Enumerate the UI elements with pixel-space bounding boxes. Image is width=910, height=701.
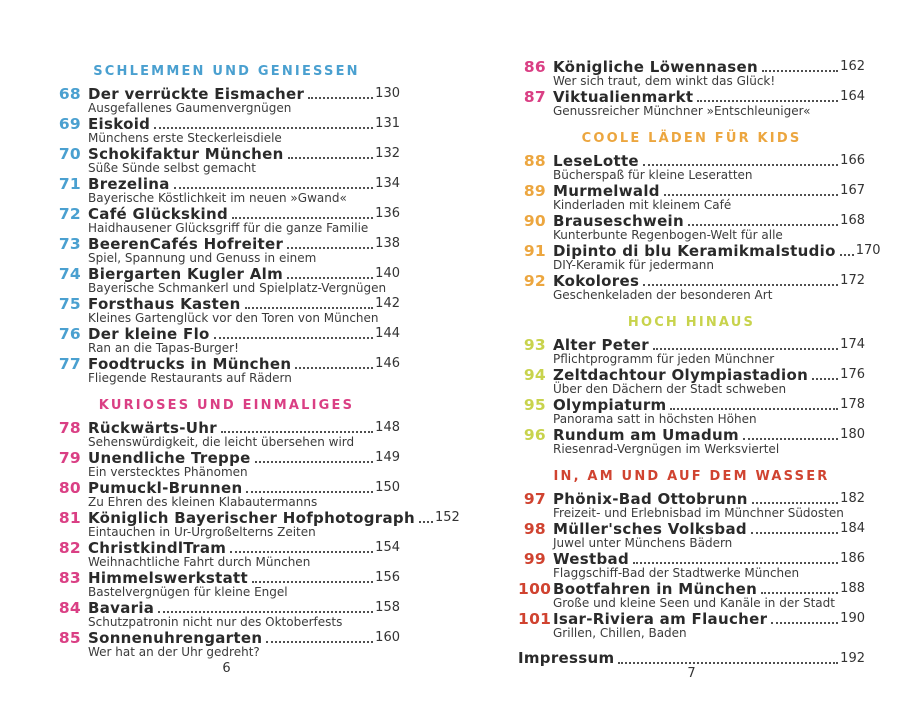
entry-subtitle: Eintauchen in Ur-Urgroßelterns Zeiten (88, 525, 316, 539)
toc-section (518, 316, 865, 456)
dot-leader (287, 277, 373, 279)
dot-leader (288, 157, 374, 159)
toc-entry-head (518, 610, 865, 627)
entry-page-number: 142 (375, 296, 400, 311)
toc-entry-head (518, 426, 865, 443)
page-number-left: 6 (222, 661, 231, 676)
toc-entry-head (53, 509, 460, 527)
entry-subtitle: Genussreicher Münchner »Entschleuniger« (553, 104, 811, 118)
entry-title: Isar-Riviera am Flaucher (553, 610, 768, 628)
entry-number: 72 (58, 205, 81, 223)
entry-title: Foodtrucks in München (88, 355, 292, 373)
entry-subtitle: Juwel unter Münchens Bädern (553, 536, 733, 550)
toc-entry-head (53, 85, 400, 102)
entry-subtitle: Ausgefallenes Gaumenvergnügen (88, 101, 292, 115)
entry-number: 76 (58, 325, 81, 343)
toc-page-left (53, 64, 460, 659)
toc-entry-head (53, 479, 400, 496)
toc-entry (518, 580, 865, 610)
toc-entry (53, 509, 460, 539)
entry-title: ChristkindlTram (88, 539, 227, 557)
dot-leader (762, 70, 838, 72)
dot-leader (752, 502, 838, 504)
entry-subtitle: Haidhausener Glücksgriff für die ganze Familie (88, 221, 369, 235)
toc-section (53, 65, 400, 385)
entry-title: Bavaria (88, 599, 155, 617)
toc-section (518, 470, 865, 640)
impressum-page-number: 192 (840, 651, 865, 666)
entry-subtitle: Kinderladen mit kleinem Café (553, 198, 732, 212)
entry-subtitle: Süße Sünde selbst gemacht (88, 161, 256, 175)
entry-page-number: 190 (840, 611, 865, 626)
dot-leader (232, 217, 373, 219)
entry-number: 75 (58, 295, 81, 313)
entry-page-number: 130 (375, 86, 400, 101)
toc-entry-head (518, 212, 865, 229)
entry-subtitle: Große und kleine Seen und Kanäle in der Stadt (553, 596, 835, 610)
entry-number: 87 (523, 88, 546, 106)
entry-title: Dipinto di blu Keramikmalstudio (553, 242, 836, 260)
entry-subtitle: Ein verstecktes Phänomen (88, 465, 248, 479)
entry-title: LeseLotte (553, 152, 639, 170)
entry-title: Pumuckl-Brunnen (88, 479, 243, 497)
entry-subtitle: DIY-Keramik für jedermann (553, 258, 715, 272)
dot-leader (245, 307, 374, 309)
toc-entry-head (53, 599, 400, 616)
entry-subtitle: Wer hat an der Uhr gedreht? (88, 645, 260, 659)
dot-leader (266, 641, 373, 643)
toc-entry (53, 629, 400, 659)
entry-page-number: 180 (840, 427, 865, 442)
toc-entry-head (518, 550, 865, 567)
toc-section (518, 131, 881, 302)
dot-leader (664, 194, 838, 196)
entry-subtitle: Bücherspaß für kleine Leseratten (553, 168, 753, 182)
toc-entry (518, 336, 865, 366)
entry-title: Rundum am Umadum (553, 426, 739, 444)
entry-number: 96 (523, 426, 546, 444)
toc-entry-head (53, 419, 400, 436)
toc-entry-head (53, 175, 400, 192)
entry-number: 83 (58, 569, 81, 587)
entry-subtitle: Bastelvergnügen für kleine Engel (88, 585, 288, 599)
dot-leader (255, 461, 374, 463)
entry-title: Café Glückskind (88, 205, 229, 223)
dot-leader (743, 438, 838, 440)
dot-leader (771, 622, 838, 624)
entry-number: 91 (523, 242, 546, 260)
dot-leader (221, 431, 373, 433)
dot-leader (246, 491, 373, 493)
entry-number: 68 (58, 85, 81, 103)
entry-page-number: 136 (375, 206, 400, 221)
entry-number: 71 (58, 175, 81, 193)
dot-leader (697, 100, 838, 102)
entry-subtitle: Ran an die Tapas-Burger! (88, 341, 239, 355)
toc-entry-head (53, 325, 400, 342)
entry-number: 73 (58, 235, 81, 253)
entry-subtitle: Spiel, Spannung und Genuss in einem (88, 251, 317, 265)
dot-leader (812, 378, 838, 380)
dot-leader (287, 247, 373, 249)
entry-number: 79 (58, 449, 81, 467)
entry-number: 86 (523, 58, 546, 76)
entry-subtitle: Riesenrad-Vergnügen im Werksviertel (553, 442, 780, 456)
entry-number: 93 (523, 336, 546, 354)
entry-title: Brauseschwein (553, 212, 684, 230)
entry-page-number: 167 (840, 183, 865, 198)
toc-entry (518, 426, 865, 456)
toc-entry-head (53, 449, 400, 466)
entry-title: Kokolores (553, 272, 640, 290)
entry-number: 90 (523, 212, 546, 230)
toc-entry (518, 212, 865, 242)
toc-entry (518, 182, 865, 212)
entry-page-number: 184 (840, 521, 865, 536)
section-heading: IN, AM UND AUF DEM WASSER (553, 469, 830, 484)
entry-subtitle: Münchens erste Steckerleisdiele (88, 131, 282, 145)
toc-entry-head (518, 152, 865, 169)
entry-page-number: 154 (375, 540, 400, 555)
entry-page-number: 176 (840, 367, 865, 382)
entry-subtitle: Grillen, Chillen, Baden (553, 626, 687, 640)
entry-number: 70 (58, 145, 81, 163)
dot-leader (643, 284, 838, 286)
entry-title: Brezelina (88, 175, 170, 193)
toc-entry-head (53, 265, 400, 282)
dot-leader (252, 581, 373, 583)
dot-leader (174, 187, 373, 189)
entry-page-number: 170 (855, 243, 881, 258)
entry-title: Der verrückte Eismacher (88, 85, 305, 103)
dot-leader (840, 254, 854, 256)
toc-entry-head (518, 88, 865, 105)
toc-entry (518, 396, 865, 426)
toc-entry (53, 599, 400, 629)
entry-title: Phönix-Bad Ottobrunn (553, 490, 748, 508)
entry-number: 100 (518, 580, 552, 598)
entry-number: 97 (523, 490, 546, 508)
entry-number: 78 (58, 419, 81, 437)
entry-page-number: 134 (375, 176, 400, 191)
toc-entry (518, 520, 865, 550)
toc-entry (53, 449, 400, 479)
toc-entry-head (518, 396, 865, 413)
entry-page-number: 149 (375, 450, 400, 465)
entry-title: Bootfahren in München (553, 580, 758, 598)
entry-number: 89 (523, 182, 546, 200)
entry-subtitle: Pflichtprogramm für jeden Münchner (553, 352, 775, 366)
section-heading: HOCH HINAUS (627, 315, 756, 330)
toc-entry-head (53, 539, 400, 556)
entry-page-number: 166 (840, 153, 865, 168)
section-heading: KURIOSES UND EINMALIGES (98, 398, 355, 413)
toc-entry-head (518, 580, 865, 597)
entry-title: Eiskoid (88, 115, 151, 133)
toc-entry (53, 325, 400, 355)
entry-page-number: 188 (840, 581, 865, 596)
entry-page-number: 178 (840, 397, 865, 412)
toc-entry (53, 569, 400, 599)
entry-subtitle: Kunterbunte Regenbogen-Welt für alle (553, 228, 783, 242)
dot-leader (653, 348, 838, 350)
entry-title: Viktualienmarkt (553, 88, 694, 106)
entry-page-number: 144 (375, 326, 400, 341)
toc-entry (53, 115, 400, 145)
entry-subtitle: Fliegende Restaurants auf Rädern (88, 371, 292, 385)
impressum-head (518, 649, 865, 667)
entry-page-number: 152 (434, 510, 460, 525)
entry-page-number: 168 (840, 213, 865, 228)
entry-page-number: 156 (375, 570, 400, 585)
entry-page-number: 186 (840, 551, 865, 566)
entry-title: Rückwärts-Uhr (88, 419, 217, 437)
toc-entry (53, 145, 400, 175)
toc-entry-head (518, 366, 865, 383)
entry-title: Westbad (553, 550, 629, 568)
entry-page-number: 132 (375, 146, 400, 161)
toc-entry (518, 490, 865, 520)
toc-entry-head (518, 490, 865, 507)
toc-entry (518, 242, 881, 272)
impressum-entry (518, 649, 865, 667)
entry-subtitle: Geschenkeladen der besonderen Art (553, 288, 773, 302)
entry-page-number: 158 (375, 600, 400, 615)
toc-entry-head (53, 145, 400, 162)
entry-number: 74 (58, 265, 81, 283)
toc-section (53, 398, 460, 659)
entry-number: 69 (58, 115, 81, 133)
toc-entry-head (53, 235, 400, 252)
entry-number: 85 (58, 629, 81, 647)
entry-subtitle: Panorama satt in höchsten Höhen (553, 412, 757, 426)
toc-entry (53, 85, 400, 115)
toc-entry (53, 235, 400, 265)
toc-entry (53, 205, 400, 235)
entry-page-number: 172 (840, 273, 865, 288)
toc-entry-head (518, 58, 865, 75)
entry-title: Forsthaus Kasten (88, 295, 241, 313)
entry-number: 80 (58, 479, 81, 497)
toc-entry (518, 272, 865, 302)
entry-page-number: 182 (840, 491, 865, 506)
toc-entry-head (518, 182, 865, 199)
entry-title: Königlich Bayerischer Hofphotograph (88, 509, 415, 527)
toc-entry-head (518, 520, 865, 537)
entry-title: BeerenCafés Hofreiter (88, 235, 284, 253)
entry-number: 101 (518, 610, 552, 628)
toc-entry-head (53, 355, 400, 372)
toc-entry (518, 152, 865, 182)
dot-leader (670, 408, 838, 410)
toc-entry-head (53, 205, 400, 222)
toc-entry (53, 539, 400, 569)
entry-subtitle: Schutzpatronin nicht nur des Oktoberfests (88, 615, 343, 629)
toc-page-right (518, 58, 881, 667)
entry-page-number: 138 (375, 236, 400, 251)
toc-entry (518, 88, 865, 118)
entry-subtitle: Bayerische Schmankerl und Spielplatz-Vergnügen (88, 281, 387, 295)
dot-leader (761, 592, 838, 594)
toc-entry-head (53, 569, 400, 586)
entry-page-number: 164 (840, 89, 865, 104)
entry-subtitle: Bayerische Köstlichkeit im neuen »Gwand« (88, 191, 347, 205)
toc-entry (53, 419, 400, 449)
entry-page-number: 150 (375, 480, 400, 495)
entry-subtitle: Weihnachtliche Fahrt durch München (88, 555, 311, 569)
toc-entry-head (518, 336, 865, 353)
entry-number: 84 (58, 599, 81, 617)
toc-entry-head (53, 295, 400, 312)
entry-subtitle: Kleines Gartenglück vor den Toren von München (88, 311, 379, 325)
dot-leader (618, 662, 838, 664)
entry-number: 81 (58, 509, 81, 527)
entry-number: 92 (523, 272, 546, 290)
entry-title: Himmelswerkstatt (88, 569, 248, 587)
toc-entry (53, 479, 400, 509)
entry-subtitle: Sehenswürdigkeit, die leicht übersehen wird (88, 435, 355, 449)
toc-entry (518, 58, 865, 88)
entry-page-number: 140 (375, 266, 400, 281)
entry-number: 88 (523, 152, 546, 170)
entry-title: Biergarten Kugler Alm (88, 265, 284, 283)
toc-entry-head (518, 272, 865, 289)
dot-leader (230, 551, 373, 553)
entry-page-number: 174 (840, 337, 865, 352)
entry-title: Müller'sches Volksbad (553, 520, 747, 538)
toc-section (518, 58, 865, 118)
impressum-title: Impressum (518, 649, 615, 667)
toc-entry (53, 175, 400, 205)
entry-title: Olympiaturm (553, 396, 667, 414)
toc-entry-head (518, 242, 881, 260)
entry-page-number: 146 (375, 356, 400, 371)
entry-subtitle: Über den Dächern der Stadt schweben (553, 382, 787, 396)
toc-entry (518, 550, 865, 580)
toc-entry (53, 295, 400, 325)
entry-number: 95 (523, 396, 546, 414)
dot-leader (688, 224, 838, 226)
dot-leader (751, 532, 838, 534)
entry-subtitle: Wer sich traut, dem winkt das Glück! (553, 74, 776, 88)
dot-leader (633, 562, 838, 564)
dot-leader (308, 97, 373, 99)
entry-title: Der kleine Flo (88, 325, 210, 343)
entry-subtitle: Freizeit- und Erlebnisbad im Münchner Südosten (553, 506, 844, 520)
entry-title: Alter Peter (553, 336, 649, 354)
toc-entry-head (53, 115, 400, 132)
dot-leader (643, 164, 838, 166)
section-heading: SCHLEMMEN UND GENIESSEN (93, 64, 360, 79)
entry-page-number: 131 (375, 116, 400, 131)
entry-subtitle: Zu Ehren des kleinen Klabautermanns (88, 495, 318, 509)
dot-leader (154, 127, 373, 129)
entry-title: Schokifaktur München (88, 145, 284, 163)
entry-title: Sonnenuhrengarten (88, 629, 263, 647)
toc-entry (518, 610, 865, 640)
entry-title: Unendliche Treppe (88, 449, 251, 467)
toc-entry (53, 265, 400, 295)
entry-title: Zeltdachtour Olympiastadion (553, 366, 809, 384)
entry-number: 82 (58, 539, 81, 557)
entry-subtitle: Flaggschiff-Bad der Stadtwerke München (553, 566, 800, 580)
page-number-right: 7 (687, 666, 696, 681)
entry-number: 77 (58, 355, 81, 373)
entry-number: 98 (523, 520, 546, 538)
toc-entry (53, 355, 400, 385)
section-heading: COOLE LÄDEN FÜR KIDS (581, 131, 802, 146)
entry-page-number: 160 (375, 630, 400, 645)
toc-entry-head (53, 629, 400, 646)
entry-page-number: 148 (375, 420, 400, 435)
dot-leader (419, 521, 433, 523)
entry-title: Königliche Löwennasen (553, 58, 758, 76)
toc-entry (518, 366, 865, 396)
dot-leader (295, 367, 373, 369)
entry-title: Murmelwald (553, 182, 660, 200)
entry-number: 99 (523, 550, 546, 568)
entry-page-number: 162 (840, 59, 865, 74)
entry-number: 94 (523, 366, 546, 384)
dot-leader (214, 337, 374, 339)
dot-leader (158, 611, 373, 613)
